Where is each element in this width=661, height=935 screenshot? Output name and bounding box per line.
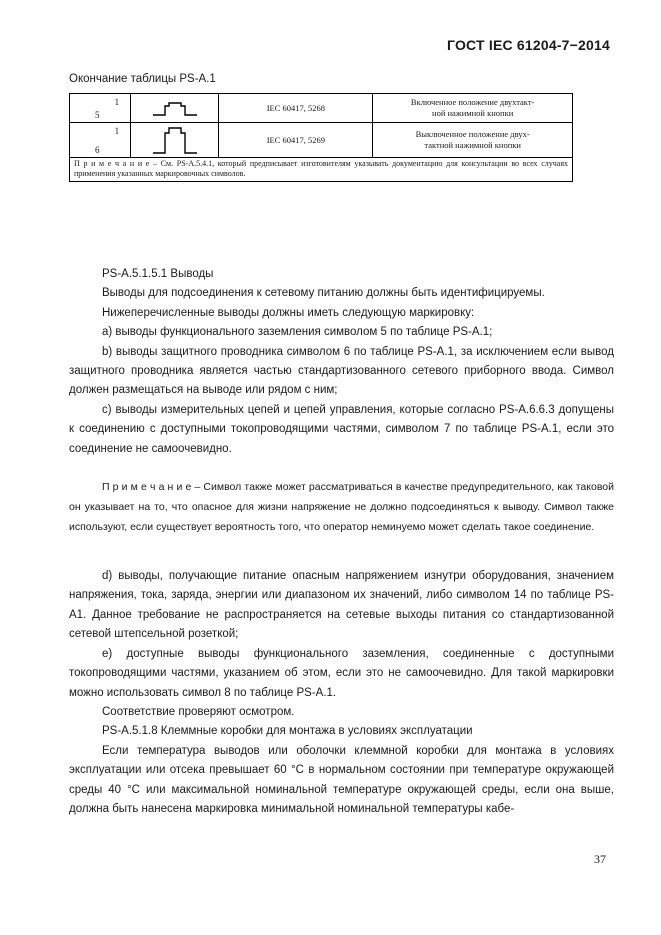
list-item-b: b) выводы защитного проводника символом 6 по таблице PS-A.1, за исключением если вывод защитного проводника является частью стандартизованного сетевого приборного ввода. Символ должен размещаться на выводе или рядом с ним; — [69, 345, 614, 397]
push-button-in-icon — [151, 98, 199, 118]
table-note — [70, 158, 573, 182]
section-heading: PS-A.5.1.5.1 Выводы — [102, 268, 214, 280]
table-note-row — [70, 158, 573, 182]
page-header: ГОСТ IEC 61204-7−2014 — [447, 37, 610, 53]
description-line: ной нажимной кнопки — [432, 108, 514, 118]
row-number-top: 1 — [114, 97, 120, 107]
table-row — [70, 94, 573, 123]
list-item-d: d) выводы, получающие питание опасным напряжением изнутри оборудования, значением напряжения, тока, заряда, энергии или диапазоном их значений, либо символом 14 по таблице PS-A1. Данное требование не распространяется на сетевые выходы питания со стандартизованной сетевой штепсельной розеткой; — [69, 570, 614, 641]
row-number-cell — [70, 94, 131, 123]
symbols-table — [69, 93, 573, 182]
description-line: Выключенное положение двух- — [415, 129, 530, 139]
iec-reference: IEC 60417, 5269 — [219, 123, 373, 158]
paragraph: Если температура выводов или оболочки клеммной коробки для монтажа в условиях эксплуатации или отсека превышает 60 °С в нормальном состоянии при температуре окружающей среды 40 °С или максимальной номинальной температуре окружающей среды, если она выше, должна быть нанесена маркировка минимальной номинальной температуры кабе- — [69, 744, 614, 815]
row-number-bottom: 6 — [95, 145, 100, 155]
paragraph: Соответствие проверяют осмотром. — [102, 705, 295, 718]
paragraph: Выводы для подсоединения к сетевому питанию должны быть идентифицируемы. — [102, 287, 545, 300]
page-number: 37 — [594, 852, 606, 866]
table-caption: Окончание таблицы PS-A.1 — [69, 73, 216, 85]
symbol-description — [373, 123, 573, 158]
paragraph: Нижеперечисленные выводы должны иметь следующую маркировку: — [102, 306, 475, 319]
list-item-e: e) доступные выводы функционального заземления, соединенные с доступными токопроводящими частями, указанием об этом, если это не самоочевидно. Для такой маркировки можно использовать символ 8 по таблице PS-A.1. — [69, 647, 614, 699]
row-number-top: 1 — [114, 126, 120, 136]
note-label: П р и м е ч а н и е — [102, 481, 192, 494]
symbol-cell — [131, 123, 219, 158]
iec-reference: IEC 60417, 5268 — [219, 94, 373, 123]
note-paragraph — [69, 477, 614, 537]
symbol-cell — [131, 94, 219, 123]
note-label: П р и м е ч а н и е — [74, 159, 150, 168]
row-number-bottom: 5 — [95, 110, 100, 120]
section-heading: PS-A.5.1.8 Клеммные коробки для монтажа в условиях эксплуатации — [102, 725, 473, 738]
push-button-out-icon — [151, 124, 199, 156]
note-text: – Символ также может рассматриваться в качестве предупредительного, как таковой он указывает на то, что опасное для жизни напряжение не должно подсоединяться к выводу. Символ также используют, если существует вероятность того, что оператор неминуемо может сделать такое соединение. — [69, 481, 614, 534]
description-line: Включенное положение двухтакт- — [410, 97, 535, 107]
body-text — [69, 265, 614, 819]
list-item-a: а) выводы функционального заземления символом 5 по таблице PS-A.1; — [102, 326, 493, 339]
description-line: тактной нажимной кнопки — [424, 140, 521, 150]
list-item-c: c) выводы измерительных цепей и цепей управления, которые согласно PS-A.6.6.3 допущены к соединению с доступными токопроводящими частями, символом 7 по таблице PS-A.1, если это соединение не самоочевидно. — [69, 403, 614, 455]
row-number-cell — [70, 123, 131, 158]
note-text: – См. PS-A.5.4.1, который предписывает изготовителям указывать документацию для консультации во всех случаях применения указанных маркировочных символов. — [74, 159, 569, 178]
table-row — [70, 123, 573, 158]
symbol-description — [373, 94, 573, 123]
